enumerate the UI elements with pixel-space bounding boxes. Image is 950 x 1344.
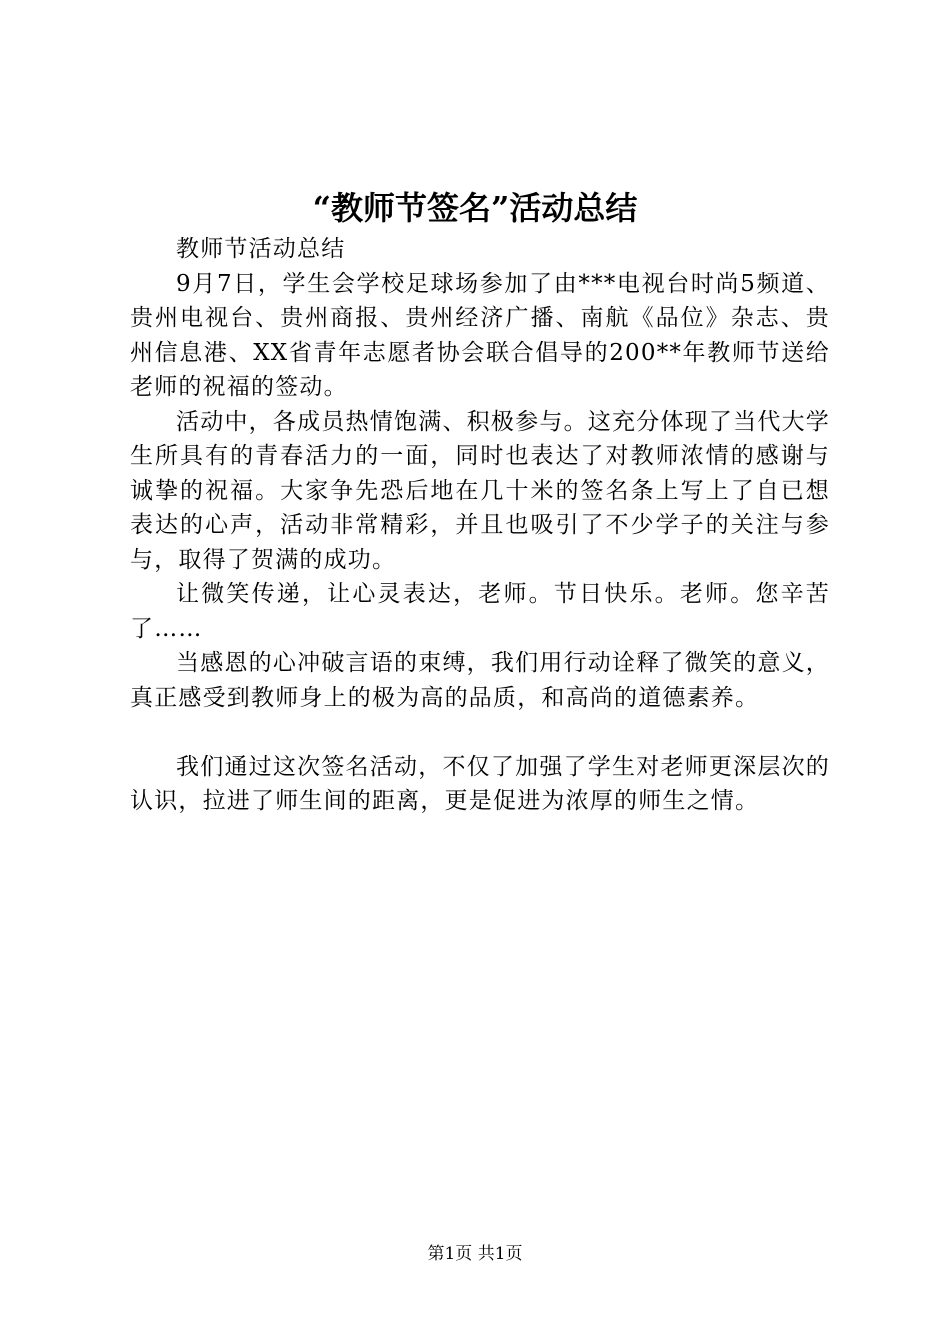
document-body — [130, 232, 830, 819]
paragraph-2: 活动中，各成员热情饱满、积极参与。这充分体现了当代大学生所具有的青春活力的一面，同时也表达了对教师浓情的感谢与诚挚的祝福。大家争先恐后地在几十米的签名条上写上了自已想表达的心声，活动非常精彩，并且也吸引了不少学子的关注与参与，取得了贺满的成功。 — [130, 408, 830, 573]
blank-line — [130, 715, 830, 750]
paragraph-4: 当感恩的心冲破言语的束缚，我们用行动诠释了微笑的意义，真正感受到教师身上的极为高的品质，和高尚的道德素养。 — [130, 650, 830, 711]
paragraph-5: 我们通过这次签名活动，不仅了加强了学生对老师更深层次的认识，拉进了师生间的距离，更是促进为浓厚的师生之情。 — [130, 753, 830, 814]
paragraph-1: 9月7日，学生会学校足球场参加了由***电视台时尚5频道、贵州电视台、贵州商报、贵州经济广播、南航《品位》杂志、贵州信息港、XX省青年志愿者协会联合倡导的200**年教师节送给老师的祝福的签动。 — [130, 270, 830, 400]
document-title: “教师节签名”活动总结 — [312, 189, 638, 227]
page-footer: 第1页 共1页 — [427, 1244, 523, 1264]
paragraph-heading: 教师节活动总结 — [176, 236, 346, 262]
paragraph-3: 让微笑传递，让心灵表达，老师。节日快乐。老师。您辛苦了…… — [130, 581, 830, 642]
